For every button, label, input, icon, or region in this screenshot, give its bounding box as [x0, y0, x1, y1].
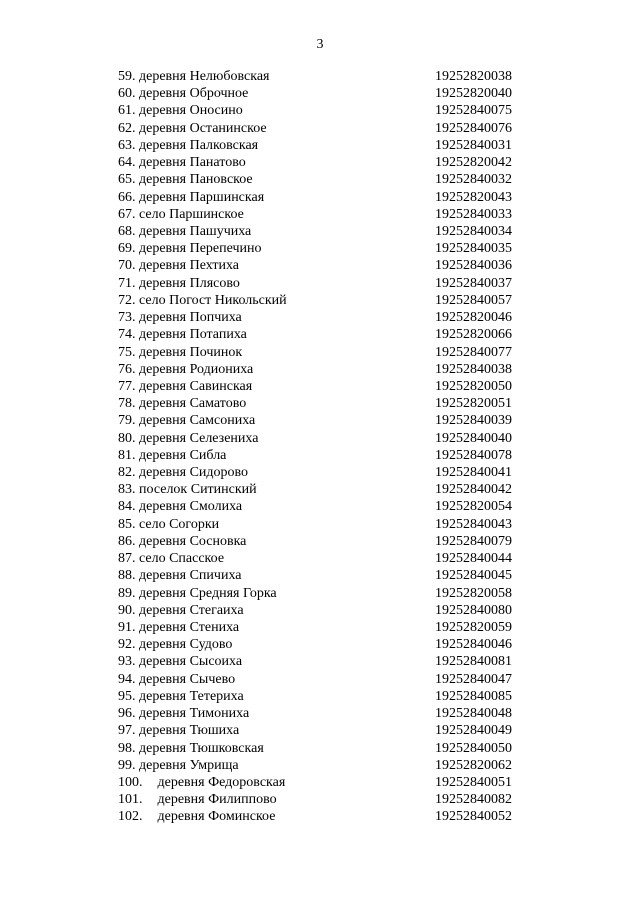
settlement-name: деревня Попчиха — [139, 310, 242, 326]
item-number: 85. — [118, 516, 136, 532]
list-item — [118, 240, 538, 257]
settlement-name: деревня Сысоиха — [139, 654, 243, 670]
item-number: 63. — [118, 137, 136, 153]
item-number: 69. — [118, 241, 136, 257]
item-number: 91. — [118, 620, 136, 635]
settlement-code: 19252840041 — [435, 465, 512, 481]
item-number: 70. — [118, 258, 136, 274]
settlement-code: 19252840050 — [435, 740, 512, 756]
settlement-name: деревня Фоминское — [157, 809, 276, 825]
item-number: 90. — [118, 602, 136, 618]
settlement-name: деревня Умрища — [139, 757, 239, 773]
item-number: 81. — [118, 447, 136, 463]
list-item — [118, 585, 538, 602]
list-item — [118, 533, 538, 550]
list-item — [118, 464, 538, 481]
settlement-name: деревня Средняя Горка — [139, 585, 277, 601]
settlement-name: деревня Судово — [139, 637, 233, 653]
list-item — [118, 791, 538, 808]
item-number: 97. — [118, 723, 136, 739]
item-number: 83. — [118, 482, 136, 498]
settlement-name: деревня Тетериха — [139, 688, 244, 704]
settlement-name: деревня Федоровская — [157, 774, 286, 790]
settlement-name: деревня Родиониха — [139, 361, 254, 377]
list-item — [118, 430, 538, 447]
list-item — [118, 120, 538, 137]
settlement-name: село Согорки — [139, 516, 220, 532]
list-item — [118, 68, 538, 85]
item-number: 93. — [118, 654, 136, 670]
item-number: 72. — [118, 292, 136, 308]
list-item — [118, 550, 538, 567]
item-number: 64. — [118, 155, 136, 171]
settlement-code: 19252840075 — [435, 103, 512, 119]
list-item — [118, 447, 538, 464]
settlement-name: деревня Тюшковская — [139, 740, 264, 756]
item-number: 95. — [118, 688, 136, 704]
item-number: 77. — [118, 378, 136, 394]
settlement-name: деревня Смолиха — [139, 499, 243, 515]
settlement-list — [118, 68, 538, 826]
settlement-name: деревня Сычево — [139, 671, 236, 687]
settlement-name: деревня Нелюбовская — [139, 69, 270, 84]
settlement-code: 19252840048 — [435, 706, 512, 722]
item-number: 86. — [118, 533, 136, 549]
page-number: 3 — [316, 37, 324, 52]
item-number: 92. — [118, 637, 136, 653]
item-number: 74. — [118, 327, 136, 343]
settlement-name: деревня Панатово — [139, 155, 246, 171]
list-item — [118, 688, 538, 705]
item-number: 76. — [118, 361, 136, 377]
item-number: 67. — [118, 206, 136, 222]
list-item — [118, 171, 538, 188]
settlement-name: деревня Сибла — [139, 447, 227, 463]
list-item — [118, 361, 538, 378]
item-number: 100. — [118, 774, 143, 790]
settlement-code: 19252840044 — [435, 551, 512, 567]
settlement-code: 19252820050 — [435, 378, 512, 394]
list-item — [118, 757, 538, 774]
list-item — [118, 223, 538, 240]
settlement-code: 19252820062 — [435, 757, 512, 773]
list-item — [118, 206, 538, 223]
settlement-name: деревня Перепечино — [139, 241, 262, 257]
settlement-code: 19252840046 — [435, 637, 512, 653]
settlement-code: 19252840040 — [435, 430, 512, 446]
settlement-code: 19252840049 — [435, 723, 512, 739]
list-item — [118, 481, 538, 498]
settlement-code: 19252840038 — [435, 361, 512, 377]
item-number: 75. — [118, 344, 136, 360]
list-item — [118, 102, 538, 119]
settlement-code: 19252840045 — [435, 568, 512, 584]
settlement-code: 19252820038 — [435, 69, 512, 84]
item-number: 62. — [118, 120, 136, 136]
settlement-code: 19252820043 — [435, 189, 512, 205]
item-number: 88. — [118, 568, 136, 584]
item-number: 89. — [118, 585, 136, 601]
item-number: 101. — [118, 792, 143, 808]
list-item — [118, 257, 538, 274]
list-item — [118, 619, 538, 636]
item-number: 71. — [118, 275, 136, 291]
item-number: 66. — [118, 189, 136, 205]
item-number: 99. — [118, 757, 136, 773]
item-number: 79. — [118, 413, 136, 429]
settlement-name: деревня Савинская — [139, 378, 253, 394]
settlement-name: деревня Сидорово — [139, 465, 249, 481]
settlement-code: 19252820046 — [435, 310, 512, 326]
list-item — [118, 326, 538, 343]
item-number: 96. — [118, 706, 136, 722]
settlement-name: деревня Плясово — [139, 275, 240, 291]
list-item — [118, 636, 538, 653]
settlement-code: 19252840036 — [435, 258, 512, 274]
list-item — [118, 705, 538, 722]
settlement-name: деревня Палковская — [139, 137, 259, 153]
settlement-name: село Спасское — [139, 551, 225, 567]
settlement-code: 19252820066 — [435, 327, 512, 343]
settlement-name: деревня Починок — [139, 344, 243, 360]
settlement-code: 19252840031 — [435, 137, 512, 153]
settlement-name: деревня Спичиха — [139, 568, 242, 584]
list-item — [118, 154, 538, 171]
settlement-code: 19252820054 — [435, 499, 512, 515]
settlement-code: 19252820058 — [435, 585, 512, 601]
settlement-name: село Паршинское — [139, 206, 244, 222]
settlement-name: деревня Пашучиха — [139, 223, 252, 239]
settlement-code: 19252820059 — [435, 620, 512, 635]
settlement-code: 19252840076 — [435, 120, 512, 136]
settlement-name: деревня Тюшиха — [139, 723, 240, 739]
item-number: 73. — [118, 310, 136, 326]
settlement-name: деревня Сосновка — [139, 533, 247, 549]
settlement-code: 19252840057 — [435, 292, 512, 308]
settlement-code: 19252840085 — [435, 688, 512, 704]
settlement-name: деревня Оброчное — [139, 86, 249, 102]
settlement-code: 19252820042 — [435, 155, 512, 171]
settlement-code: 19252820040 — [435, 86, 512, 102]
list-item — [118, 189, 538, 206]
settlement-name: деревня Останинское — [139, 120, 267, 136]
list-item — [118, 774, 538, 791]
settlement-code: 19252840043 — [435, 516, 512, 532]
settlement-code: 19252840034 — [435, 223, 512, 239]
settlement-name: село Погост Никольский — [139, 292, 287, 308]
list-item — [118, 740, 538, 757]
settlement-name: деревня Потапиха — [139, 327, 247, 343]
item-number: 59. — [118, 69, 136, 84]
settlement-code: 19252840042 — [435, 482, 512, 498]
list-item — [118, 344, 538, 361]
list-item — [118, 275, 538, 292]
settlement-code: 19252840052 — [435, 809, 512, 825]
settlement-name: деревня Паршинская — [139, 189, 265, 205]
list-item — [118, 722, 538, 739]
list-item — [118, 85, 538, 102]
item-number: 65. — [118, 172, 136, 188]
settlement-name: деревня Самсониха — [139, 413, 256, 429]
list-item — [118, 309, 538, 326]
list-item — [118, 378, 538, 395]
settlement-code: 19252840078 — [435, 447, 512, 463]
item-number: 84. — [118, 499, 136, 515]
settlement-name: деревня Стегаиха — [139, 602, 244, 618]
settlement-name: деревня Тимониха — [139, 706, 250, 722]
settlement-code: 19252840082 — [435, 792, 512, 808]
item-number: 102. — [118, 809, 143, 825]
settlement-name: деревня Стениха — [139, 620, 240, 635]
settlement-code: 19252840032 — [435, 172, 512, 188]
list-item — [118, 137, 538, 154]
item-number: 80. — [118, 430, 136, 446]
list-item — [118, 516, 538, 533]
list-item — [118, 653, 538, 670]
settlement-name: деревня Пехтиха — [139, 258, 240, 274]
settlement-code: 19252840037 — [435, 275, 512, 291]
item-number: 94. — [118, 671, 136, 687]
settlement-code: 19252840080 — [435, 602, 512, 618]
settlement-name: деревня Пановское — [139, 172, 253, 188]
settlement-code: 19252840039 — [435, 413, 512, 429]
item-number: 78. — [118, 396, 136, 412]
settlement-code: 19252840051 — [435, 774, 512, 790]
item-number: 68. — [118, 223, 136, 239]
item-number: 98. — [118, 740, 136, 756]
settlement-name: деревня Селезениха — [139, 430, 259, 446]
settlement-code: 19252840035 — [435, 241, 512, 257]
settlement-name: деревня Оносино — [139, 103, 243, 119]
list-item — [118, 395, 538, 412]
settlement-code: 19252840081 — [435, 654, 512, 670]
list-item — [118, 292, 538, 309]
list-item — [118, 412, 538, 429]
list-item — [118, 567, 538, 584]
list-item — [118, 498, 538, 515]
settlement-code: 19252840047 — [435, 671, 512, 687]
list-item — [118, 808, 538, 825]
settlement-name: деревня Саматово — [139, 396, 247, 412]
settlement-name: деревня Филиппово — [157, 792, 277, 808]
settlement-name: поселок Ситинский — [139, 482, 257, 498]
item-number: 61. — [118, 103, 136, 119]
item-number: 82. — [118, 465, 136, 481]
list-item — [118, 602, 538, 619]
settlement-code: 19252820051 — [435, 396, 512, 412]
item-number: 60. — [118, 86, 136, 102]
settlement-code: 19252840033 — [435, 206, 512, 222]
settlement-code: 19252840077 — [435, 344, 512, 360]
settlement-code: 19252840079 — [435, 533, 512, 549]
item-number: 87. — [118, 551, 136, 567]
list-item — [118, 671, 538, 688]
